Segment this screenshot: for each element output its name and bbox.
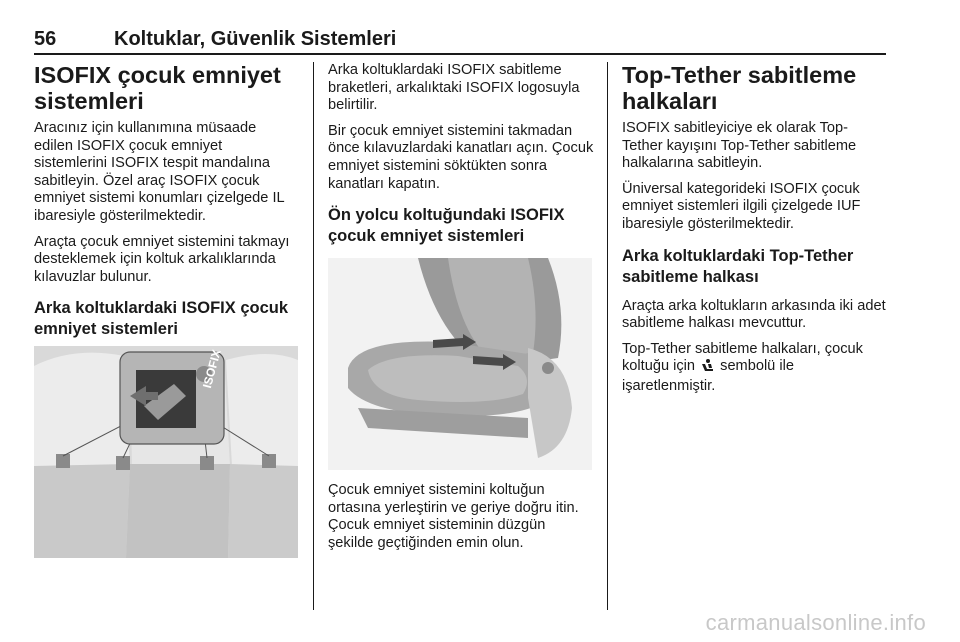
symbol-text-before: Top-Tether sabitleme halkaları, çocuk koltuğu için	[622, 340, 863, 375]
rear-seat-isofix-figure	[34, 346, 298, 558]
front-seat-illustration	[328, 258, 592, 470]
rear-top-tether-subheading: Arka koltuklardaki Top-Tether sabitleme halkası	[622, 246, 854, 286]
column-2-lower	[328, 482, 594, 560]
top-tether-heading: Top-Tether sabitleme halkaları	[622, 62, 857, 114]
isofix-label: ISOFIX	[200, 347, 224, 390]
isofix-heading: ISOFIX çocuk emniyet sistemleri	[34, 62, 281, 114]
page-number: 56	[34, 28, 57, 50]
guide-flaps-paragraph: Bir çocuk emniyet sistemini takmadan önce kılavuzlardaki kanatları açın. Çocuk emniyet sistemini söktükten sonra kanatları kapatın.	[328, 122, 594, 192]
top-tether-intro-paragraph: ISOFIX sabitleyiciye ek olarak Top-Tether kayışını Top-Tether sabitleme halkalarına sabitleyin.	[622, 120, 857, 172]
header-divider	[34, 53, 886, 55]
section-title: Koltuklar, Güvenlik Sistemleri	[114, 28, 397, 50]
front-seat-isofix-figure	[328, 258, 592, 470]
symbol-paragraph	[622, 341, 888, 396]
column-2	[328, 62, 594, 257]
rear-seat-illustration	[34, 346, 298, 558]
symbol-text-after: sembolü ile işaretlenmiştir.	[622, 358, 794, 394]
rear-bracket-paragraph: Arka koltuklardaki ISOFIX sabitleme braketleri, arkalıktaki ISOFIX logosuyla belirtilir.	[328, 62, 580, 114]
seat-install-paragraph: Çocuk emniyet sistemini koltuğun ortasına yerleştirin ve geriye doğru itin. Çocuk emniyet sisteminin düzgün şekilde geçtiğinden emin olun.	[328, 482, 579, 551]
watermark: carmanualsonline.info	[705, 610, 926, 635]
guides-paragraph: Araçta çocuk emniyet sistemini takmayı desteklemek için koltuk arkalıklarında kılavuzlar bulunur.	[34, 233, 290, 285]
column-3	[622, 62, 888, 404]
column-1	[34, 62, 298, 350]
child-seat-symbol-icon	[701, 358, 714, 378]
page-header	[34, 28, 884, 52]
anchorage-count-paragraph: Araçta arka koltukların arkasında iki adet sabitleme halkası mevcuttur.	[622, 297, 886, 332]
front-passenger-isofix-subheading: Ön yolcu koltuğundaki ISOFIX çocuk emniyet sistemleri	[328, 206, 565, 246]
isofix-intro-paragraph: Aracınız için kullanımına müsaade edilen ISOFIX çocuk emniyet sistemlerini ISOFIX tespit mandalına sabitleyin. Özel araç ISOFIX çocuk emniyet sistemi konumları çizelgede IL ibaresiyle gösterilmektedir.	[34, 120, 285, 224]
rear-isofix-subheading: Arka koltuklardaki ISOFIX çocuk emniyet sistemleri	[34, 299, 289, 339]
column-divider-2	[607, 62, 608, 610]
universal-category-paragraph: Üniversal kategorideki ISOFIX çocuk emniyet sistemleri ilgili çizelgede IUF ibaresiyle gösterilmektedir.	[622, 180, 861, 232]
column-divider-1	[313, 62, 314, 610]
